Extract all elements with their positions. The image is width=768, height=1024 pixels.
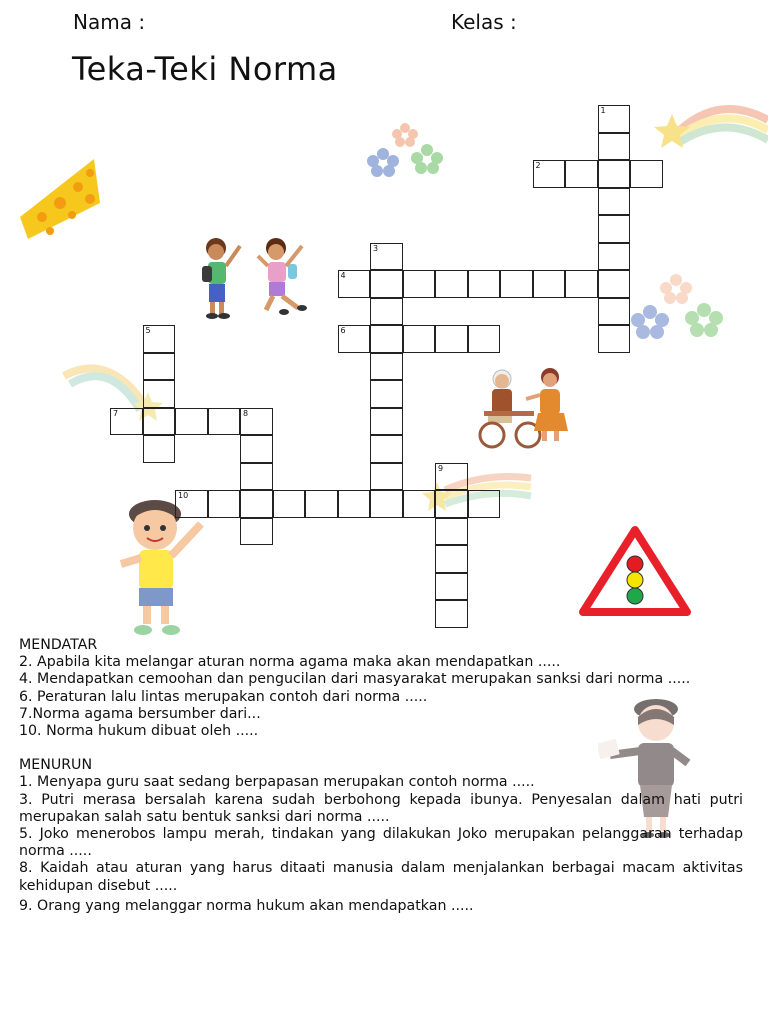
across-heading: MENDATAR bbox=[19, 637, 98, 653]
down-clue-3: 3. Putri merasa bersalah karena sudah berbohong kepada ibunya. Penyesalan dalam hati putri merupakan salah satu bentuk sanksi dari norma ..... bbox=[19, 791, 743, 825]
crossword-cell[interactable] bbox=[435, 490, 468, 518]
crossword-cell[interactable] bbox=[565, 270, 598, 298]
across-clue-6: 6. Peraturan lalu lintas merupakan contoh dari norma ..... bbox=[19, 688, 428, 705]
clue-number: 7 bbox=[113, 408, 119, 418]
crossword-cell[interactable] bbox=[143, 435, 176, 463]
crossword-cell[interactable] bbox=[370, 463, 403, 491]
crossword-cell[interactable] bbox=[338, 490, 371, 518]
crossword-cell[interactable] bbox=[598, 243, 631, 271]
name-label: Nama : bbox=[73, 10, 146, 34]
clues-section bbox=[19, 637, 743, 915]
clue-number: 6 bbox=[340, 326, 346, 335]
clue-number: 3 bbox=[373, 243, 379, 253]
across-clue-10: 10. Norma hukum dibuat oleh ..... bbox=[19, 723, 259, 740]
crossword-cell[interactable] bbox=[468, 490, 501, 518]
clue-number: 1 bbox=[600, 106, 606, 115]
down-clue-1: 1. Menyapa guru saat sedang berpapasan merupakan contoh norma ..... bbox=[19, 774, 535, 791]
crossword-cell[interactable] bbox=[208, 408, 241, 436]
crossword-cell[interactable] bbox=[403, 490, 436, 518]
crossword-cell[interactable] bbox=[630, 160, 663, 188]
crossword-cell[interactable] bbox=[468, 325, 501, 353]
crossword-cell[interactable] bbox=[598, 298, 631, 326]
clue-number: 8 bbox=[243, 408, 249, 418]
crossword-cell[interactable] bbox=[143, 325, 176, 353]
crossword-cell[interactable] bbox=[208, 490, 241, 518]
crossword-cell[interactable] bbox=[175, 490, 208, 518]
crossword-cell[interactable] bbox=[338, 270, 371, 298]
crossword-cell[interactable] bbox=[500, 270, 533, 298]
down-clue-5: 5. Joko menerobos lampu merah, tindakan yang dilakukan Joko merupakan pelanggaran terhadap norma ..... bbox=[19, 826, 743, 860]
crossword-cell[interactable] bbox=[598, 105, 631, 133]
crossword-cell[interactable] bbox=[435, 463, 468, 491]
crossword-cell[interactable] bbox=[598, 325, 631, 353]
crossword-cell[interactable] bbox=[240, 408, 273, 436]
across-clue-7: 7.Norma agama bersumber dari... bbox=[19, 705, 261, 722]
crossword-cell[interactable] bbox=[598, 133, 631, 161]
crossword-cell[interactable] bbox=[533, 160, 566, 188]
down-clue-9: 9. Orang yang melanggar norma hukum akan mendapatkan ..... bbox=[19, 897, 474, 914]
page-title: Teka-Teki Norma bbox=[72, 50, 338, 88]
clue-number: 9 bbox=[438, 463, 444, 473]
crossword-cell[interactable] bbox=[273, 490, 306, 518]
across-clue-4: 4. Mendapatkan cemoohan dan pengucilan dari masyarakat merupakan sanksi dari norma ..... bbox=[19, 671, 691, 688]
across-clue-2: 2. Apabila kita melangar aturan norma agama maka akan mendapatkan ..... bbox=[19, 654, 561, 671]
crossword-cell[interactable] bbox=[143, 353, 176, 381]
clue-number: 4 bbox=[340, 271, 346, 280]
crossword-cell[interactable] bbox=[598, 160, 631, 188]
crossword-cell[interactable] bbox=[370, 408, 403, 436]
clue-number: 10 bbox=[178, 491, 189, 500]
crossword-cell[interactable] bbox=[533, 270, 566, 298]
crossword-cell[interactable] bbox=[240, 463, 273, 491]
class-label: Kelas : bbox=[451, 10, 517, 34]
crossword-cell[interactable] bbox=[143, 380, 176, 408]
clue-number: 2 bbox=[535, 161, 541, 170]
crossword-cell[interactable] bbox=[435, 600, 468, 628]
crossword-cell[interactable] bbox=[143, 408, 176, 436]
crossword-cell[interactable] bbox=[598, 270, 631, 298]
crossword-cell[interactable] bbox=[370, 270, 403, 298]
crossword-cell[interactable] bbox=[598, 215, 631, 243]
crossword-cell[interactable] bbox=[435, 573, 468, 601]
crossword-cell[interactable] bbox=[370, 435, 403, 463]
crossword-cell[interactable] bbox=[435, 518, 468, 546]
crossword-cell[interactable] bbox=[305, 490, 338, 518]
crossword-cell[interactable] bbox=[240, 518, 273, 546]
down-clue-8: 8. Kaidah atau aturan yang harus ditaati manusia dalam menjalankan berbagai macam aktivitas kehidupan disebut ..... bbox=[19, 860, 743, 894]
crossword-cell[interactable] bbox=[435, 325, 468, 353]
crossword-cell[interactable] bbox=[370, 298, 403, 326]
crossword-cell[interactable] bbox=[370, 380, 403, 408]
crossword-cell[interactable] bbox=[240, 490, 273, 518]
crossword-cell[interactable] bbox=[435, 270, 468, 298]
crossword-cell[interactable] bbox=[403, 270, 436, 298]
crossword-cell[interactable] bbox=[240, 435, 273, 463]
crossword-cell[interactable] bbox=[110, 408, 143, 436]
crossword-cell[interactable] bbox=[370, 325, 403, 353]
down-heading: MENURUN bbox=[19, 757, 93, 774]
crossword-cell[interactable] bbox=[175, 408, 208, 436]
crossword-cell[interactable] bbox=[403, 325, 436, 353]
crossword-cell[interactable] bbox=[468, 270, 501, 298]
clue-number: 5 bbox=[145, 326, 151, 335]
crossword-cell[interactable] bbox=[370, 243, 403, 271]
crossword-cell[interactable] bbox=[370, 353, 403, 381]
crossword-cell[interactable] bbox=[565, 160, 598, 188]
crossword-cell[interactable] bbox=[435, 545, 468, 573]
crossword-cell[interactable] bbox=[338, 325, 371, 353]
crossword-cell[interactable] bbox=[370, 490, 403, 518]
crossword-cell[interactable] bbox=[598, 188, 631, 216]
